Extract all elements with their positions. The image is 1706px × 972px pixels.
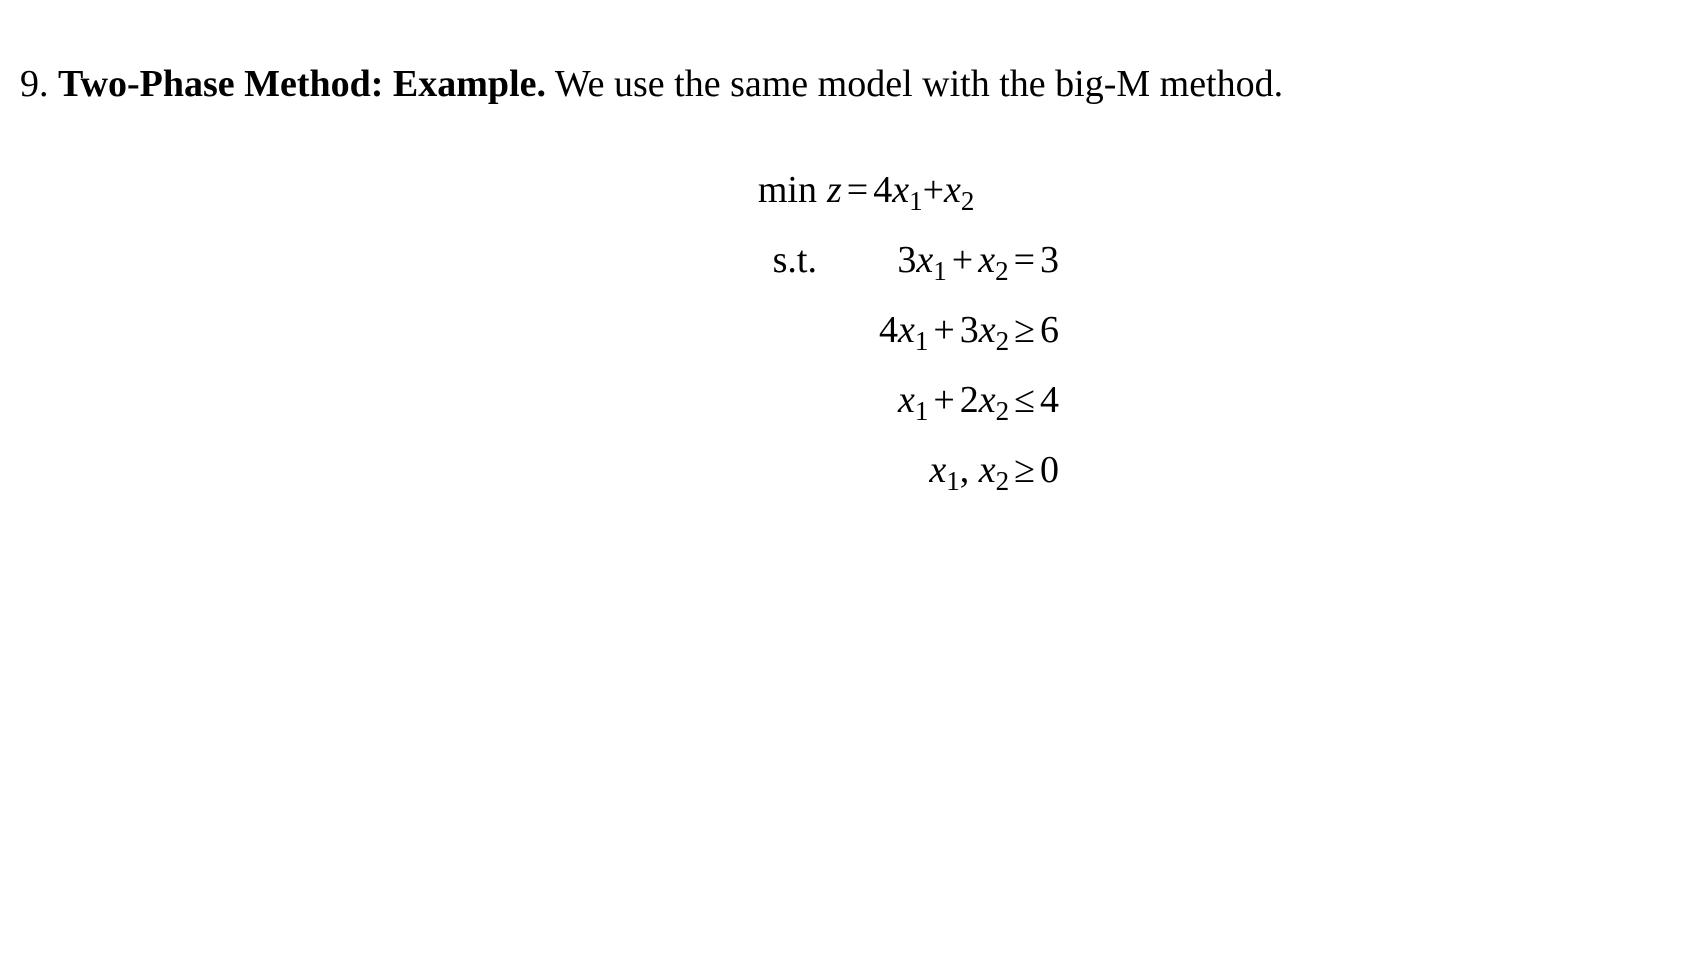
term-sub: 2	[960, 186, 975, 216]
term-sub: 2	[995, 326, 1010, 356]
constraint-rhs: 4	[1040, 379, 1059, 421]
term-coef: 2	[959, 379, 979, 421]
objective-variable: z	[827, 169, 842, 211]
term-op: +	[933, 379, 955, 421]
nonnegativity-expression	[929, 445, 1059, 495]
term-var: x	[929, 449, 947, 491]
term-sub: 1	[933, 256, 947, 286]
constraint-row	[700, 235, 1100, 305]
var-separator: ,	[959, 449, 970, 491]
constraint-relation: ≤	[1014, 379, 1035, 421]
term-var: x	[978, 449, 996, 491]
term-var: x	[978, 379, 996, 421]
term-var: x	[897, 379, 915, 421]
constraint-rhs: 6	[1040, 309, 1059, 351]
objective-expression	[827, 165, 974, 215]
constraint-row	[700, 375, 1100, 445]
term-op: +	[922, 169, 945, 211]
problem-description: We use the same model with the big-M method.	[554, 63, 1284, 105]
constraint-expression	[897, 235, 1059, 285]
nonnegativity-relation: ≥	[1014, 449, 1035, 491]
nonnegativity-row	[700, 445, 1100, 515]
constraint-row	[700, 305, 1100, 375]
nonnegativity-rhs: 0	[1040, 449, 1059, 491]
constraints-label: s.t.	[772, 239, 817, 281]
term-coef: 4	[873, 169, 893, 211]
problem-title: Two-Phase Method: Example.	[58, 63, 546, 105]
term-sub: 2	[995, 396, 1010, 426]
constraint-relation: ≥	[1014, 309, 1035, 351]
objective-relation: =	[846, 169, 869, 211]
term-var: x	[978, 309, 996, 351]
term-coef: 3	[897, 239, 917, 281]
term-sub: 2	[995, 256, 1009, 286]
term-coef: 4	[878, 309, 898, 351]
term-sub: 1	[946, 466, 960, 496]
problem-heading	[20, 60, 1283, 108]
objective-row	[700, 165, 1100, 235]
constraint-expression	[879, 305, 1059, 355]
constraint-expression	[898, 375, 1059, 425]
term-op: +	[933, 309, 955, 351]
term-var: x	[892, 169, 910, 211]
constraint-rhs: 3	[1040, 239, 1059, 281]
constraint-relation: =	[1013, 239, 1035, 281]
term-var: x	[944, 169, 961, 211]
term-var: x	[978, 239, 996, 281]
lp-formulation	[700, 165, 1100, 515]
problem-number: 9.	[20, 63, 49, 105]
term-sub: 1	[909, 186, 923, 216]
term-var: x	[897, 309, 915, 351]
term-coef: 3	[959, 309, 979, 351]
term-sub: 1	[914, 396, 929, 426]
objective-label: min	[757, 169, 817, 211]
term-var: x	[916, 239, 934, 281]
term-sub: 1	[914, 326, 929, 356]
term-op: +	[951, 239, 974, 281]
term-sub: 2	[995, 466, 1010, 496]
